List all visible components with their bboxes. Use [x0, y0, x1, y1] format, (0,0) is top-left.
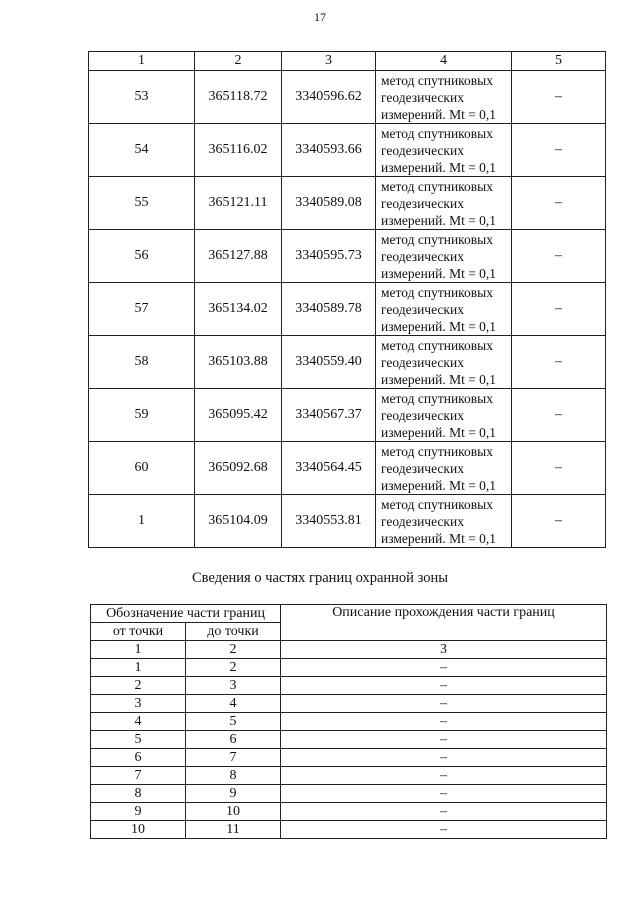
note-cell: –: [512, 495, 606, 548]
determination-method: [376, 71, 512, 124]
note-cell: –: [512, 71, 606, 124]
point-number: 56: [89, 230, 195, 283]
part-description: –: [281, 713, 607, 731]
x-coordinate: 365103.88: [195, 336, 282, 389]
x-coordinate: 365134.02: [195, 283, 282, 336]
y-coordinate: 3340553.81: [282, 495, 376, 548]
x-coordinate: 365095.42: [195, 389, 282, 442]
table-row: [91, 803, 607, 821]
table-row: [89, 177, 606, 230]
y-coordinate: 3340559.40: [282, 336, 376, 389]
table-row: [91, 821, 607, 839]
y-coordinate: 3340589.78: [282, 283, 376, 336]
coordinates-table: [88, 51, 606, 548]
boundary-parts-table: [90, 604, 607, 839]
part-description: –: [281, 803, 607, 821]
table-row: [91, 767, 607, 785]
x-coordinate: 365104.09: [195, 495, 282, 548]
method-text-line: метод спутниковых: [381, 231, 493, 247]
to-point: 11: [186, 821, 281, 839]
column-number-1: 1: [91, 641, 186, 659]
method-text-line: геодезических: [381, 513, 464, 529]
table-row: [89, 283, 606, 336]
note-cell: –: [512, 389, 606, 442]
table-row: [91, 695, 607, 713]
note-cell: –: [512, 230, 606, 283]
method-text-line: измерений. Mt = 0,1: [381, 318, 497, 334]
parts-numbering-row: [91, 641, 607, 659]
y-coordinate: 3340593.66: [282, 124, 376, 177]
x-coordinate: 365121.11: [195, 177, 282, 230]
part-description: –: [281, 731, 607, 749]
table-row: [89, 389, 606, 442]
determination-method: [376, 336, 512, 389]
to-point: 5: [186, 713, 281, 731]
column-number-4: 4: [376, 52, 512, 71]
y-coordinate: 3340595.73: [282, 230, 376, 283]
coordinates-header-row: [89, 52, 606, 71]
method-text-line: измерений. Mt = 0,1: [381, 371, 497, 387]
method-text-line: геодезических: [381, 407, 464, 423]
to-point: 10: [186, 803, 281, 821]
method-text-line: метод спутниковых: [381, 337, 493, 353]
to-point: 4: [186, 695, 281, 713]
part-description: –: [281, 695, 607, 713]
from-point: 2: [91, 677, 186, 695]
table-row: [89, 230, 606, 283]
from-point: 7: [91, 767, 186, 785]
x-coordinate: 365116.02: [195, 124, 282, 177]
column-number-2: 2: [195, 52, 282, 71]
header-boundary-part: Обозначение части границ: [91, 605, 281, 623]
table-row: [91, 731, 607, 749]
to-point: 3: [186, 677, 281, 695]
method-text-line: измерений. Mt = 0,1: [381, 477, 497, 493]
section-title: Сведения о частях границ охранной зоны: [192, 570, 448, 586]
column-number-3: 3: [282, 52, 376, 71]
point-number: 59: [89, 389, 195, 442]
x-coordinate: 365127.88: [195, 230, 282, 283]
to-point: 6: [186, 731, 281, 749]
method-text-line: метод спутниковых: [381, 125, 493, 141]
header-to-point: до точки: [186, 623, 281, 641]
table-row: [91, 785, 607, 803]
part-description: –: [281, 785, 607, 803]
table-row: [91, 659, 607, 677]
table-row: [89, 124, 606, 177]
table-row: [91, 713, 607, 731]
to-point: 9: [186, 785, 281, 803]
method-text-line: измерений. Mt = 0,1: [381, 530, 497, 546]
method-text-line: измерений. Mt = 0,1: [381, 424, 497, 440]
point-number: 55: [89, 177, 195, 230]
method-text-line: метод спутниковых: [381, 72, 493, 88]
from-point: 10: [91, 821, 186, 839]
from-point: 5: [91, 731, 186, 749]
table-row: [91, 749, 607, 767]
method-text-line: геодезических: [381, 248, 464, 264]
page-number: 17: [314, 10, 326, 24]
table-row: [89, 442, 606, 495]
from-point: 1: [91, 659, 186, 677]
part-description: –: [281, 767, 607, 785]
note-cell: –: [512, 177, 606, 230]
note-cell: –: [512, 336, 606, 389]
point-number: 60: [89, 442, 195, 495]
from-point: 9: [91, 803, 186, 821]
to-point: 7: [186, 749, 281, 767]
column-number-2: 2: [186, 641, 281, 659]
method-text-line: измерений. Mt = 0,1: [381, 265, 497, 281]
header-description: Описание прохождения части границ: [281, 605, 607, 641]
parts-header-row: [91, 605, 607, 623]
point-number: 1: [89, 495, 195, 548]
determination-method: [376, 389, 512, 442]
method-text-line: геодезических: [381, 89, 464, 105]
determination-method: [376, 495, 512, 548]
part-description: –: [281, 659, 607, 677]
method-text-line: метод спутниковых: [381, 443, 493, 459]
method-text-line: геодезических: [381, 142, 464, 158]
part-description: –: [281, 821, 607, 839]
part-description: –: [281, 677, 607, 695]
method-text-line: измерений. Mt = 0,1: [381, 106, 497, 122]
point-number: 54: [89, 124, 195, 177]
to-point: 8: [186, 767, 281, 785]
from-point: 4: [91, 713, 186, 731]
from-point: 3: [91, 695, 186, 713]
method-text-line: метод спутниковых: [381, 284, 493, 300]
from-point: 6: [91, 749, 186, 767]
determination-method: [376, 442, 512, 495]
method-text-line: геодезических: [381, 301, 464, 317]
point-number: 58: [89, 336, 195, 389]
method-text-line: метод спутниковых: [381, 496, 493, 512]
determination-method: [376, 124, 512, 177]
method-text-line: геодезических: [381, 195, 464, 211]
column-number-5: 5: [512, 52, 606, 71]
table-row: [89, 336, 606, 389]
note-cell: –: [512, 124, 606, 177]
x-coordinate: 365092.68: [195, 442, 282, 495]
y-coordinate: 3340564.45: [282, 442, 376, 495]
determination-method: [376, 230, 512, 283]
note-cell: –: [512, 442, 606, 495]
table-row: [91, 677, 607, 695]
from-point: 8: [91, 785, 186, 803]
y-coordinate: 3340596.62: [282, 71, 376, 124]
method-text-line: измерений. Mt = 0,1: [381, 159, 497, 175]
table-row: [89, 495, 606, 548]
note-cell: –: [512, 283, 606, 336]
header-from-point: от точки: [91, 623, 186, 641]
x-coordinate: 365118.72: [195, 71, 282, 124]
point-number: 57: [89, 283, 195, 336]
method-text-line: метод спутниковых: [381, 178, 493, 194]
point-number: 53: [89, 71, 195, 124]
determination-method: [376, 283, 512, 336]
column-number-3: 3: [281, 641, 607, 659]
method-text-line: геодезических: [381, 354, 464, 370]
table-row: [89, 71, 606, 124]
method-text-line: измерений. Mt = 0,1: [381, 212, 497, 228]
part-description: –: [281, 749, 607, 767]
column-number-1: 1: [89, 52, 195, 71]
y-coordinate: 3340589.08: [282, 177, 376, 230]
y-coordinate: 3340567.37: [282, 389, 376, 442]
method-text-line: метод спутниковых: [381, 390, 493, 406]
determination-method: [376, 177, 512, 230]
to-point: 2: [186, 659, 281, 677]
method-text-line: геодезических: [381, 460, 464, 476]
